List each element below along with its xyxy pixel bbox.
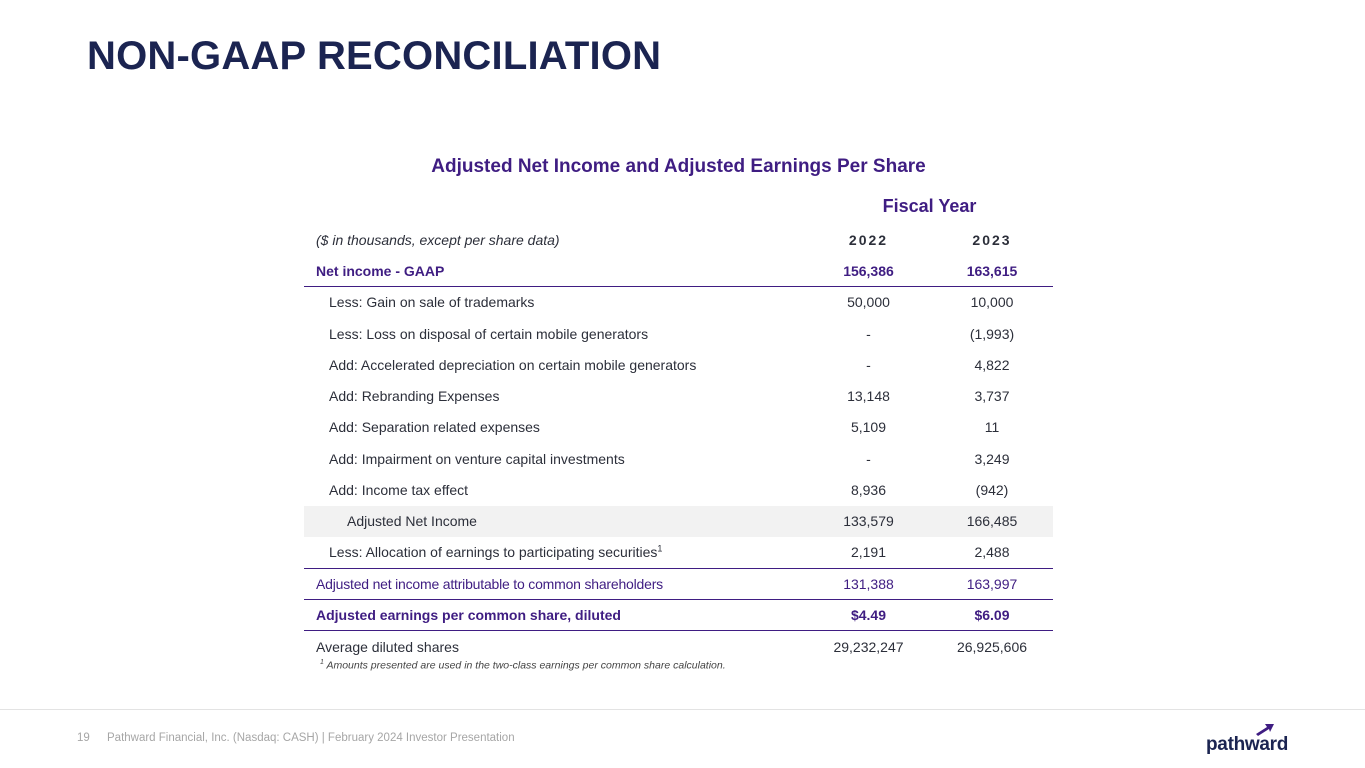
fiscal-year-header: Fiscal Year	[882, 196, 977, 216]
row-label: Net income - GAAP	[304, 255, 806, 286]
table-row	[304, 537, 1053, 568]
row-value-2023: 166,485	[931, 506, 1053, 537]
table-row	[304, 349, 1053, 380]
row-value-2022: 29,232,247	[833, 638, 904, 655]
row-value-2022: 131,388	[806, 568, 931, 599]
row-label: Average diluted shares	[316, 638, 459, 655]
row-label: Adjusted earnings per common share, diluted	[304, 600, 806, 631]
row-value-2022: 50,000	[847, 294, 890, 311]
row-label: Adjusted net income attributable to common shareholders	[304, 568, 806, 599]
row-value-2022: 13,148	[847, 388, 890, 405]
table-row	[304, 474, 1053, 505]
footer-text: Pathward Financial, Inc. (Nasdaq: CASH) | February 2024 Investor Presentation	[107, 732, 515, 744]
page-number: 19	[77, 732, 90, 744]
table-row	[304, 568, 1053, 599]
logo-wordmark: pathward	[1206, 734, 1289, 755]
column-header-2022: 2022	[848, 231, 889, 248]
table-row	[304, 287, 1053, 318]
row-value-2022: 5,109	[850, 419, 887, 436]
table-row	[304, 318, 1053, 349]
table-row	[304, 600, 1053, 631]
table-row	[304, 631, 1053, 662]
row-value-2023: (942)	[975, 482, 1009, 499]
page-title: NON-GAAP RECONCILIATION	[87, 34, 662, 78]
row-value-2022: 156,386	[806, 255, 931, 286]
footnote-ref: 1	[657, 543, 663, 554]
row-label: Add: Income tax effect	[329, 482, 469, 499]
row-label: Add: Separation related expenses	[329, 419, 540, 436]
row-value-2022: -	[866, 325, 871, 342]
row-label: Add: Impairment on venture capital investments	[329, 450, 625, 467]
row-label: Add: Accelerated depreciation on certain mobile generators	[329, 356, 697, 373]
table-row-subtotal	[304, 506, 1053, 537]
table-row	[304, 443, 1053, 474]
units-note: ($ in thousands, except per share data)	[316, 231, 560, 248]
row-value-2022: 133,579	[806, 506, 931, 537]
pathward-logo	[1206, 722, 1296, 756]
row-value-2023: 4,822	[974, 356, 1010, 373]
table-row	[304, 380, 1053, 411]
row-label: Add: Rebranding Expenses	[329, 388, 500, 405]
table-row	[304, 255, 1053, 286]
reconciliation-table	[304, 224, 1053, 662]
row-value-2023: 163,615	[931, 255, 1053, 286]
row-label: Less: Loss on disposal of certain mobile generators	[329, 325, 649, 342]
row-value-2022: 2,191	[806, 537, 931, 568]
row-value-2023: 11	[984, 419, 1000, 436]
row-value-2023: 163,997	[931, 568, 1053, 599]
table-header-row	[304, 224, 1053, 255]
footnote-text: Amounts presented are used in the two-class earnings per common share calculation.	[326, 659, 726, 672]
row-value-2023: 2,488	[931, 537, 1053, 568]
column-header-2023: 2023	[972, 231, 1012, 248]
row-value-2023: (1,993)	[969, 325, 1015, 342]
table-title: Adjusted Net Income and Adjusted Earnings Per Share	[431, 156, 926, 177]
row-value-2023: 26,925,606	[956, 638, 1028, 655]
row-value-2023: 3,249	[974, 450, 1010, 467]
table-row	[304, 412, 1053, 443]
row-label: Adjusted Net Income	[304, 506, 806, 537]
row-value-2023: 10,000	[970, 294, 1014, 311]
row-value-2022: 8,936	[850, 482, 887, 499]
row-value-2022: -	[866, 450, 871, 467]
footnote	[320, 659, 726, 672]
row-value-2022: $4.49	[806, 600, 931, 631]
row-value-2022: -	[866, 356, 871, 373]
footnote-marker: 1	[320, 659, 324, 666]
row-label: Less: Allocation of earnings to participating securities$^1$	[304, 537, 806, 568]
footer-divider	[0, 709, 1365, 710]
row-value-2023: 3,737	[974, 388, 1010, 405]
row-label: Less: Gain on sale of trademarks	[329, 294, 535, 311]
row-value-2023: $6.09	[931, 600, 1053, 631]
